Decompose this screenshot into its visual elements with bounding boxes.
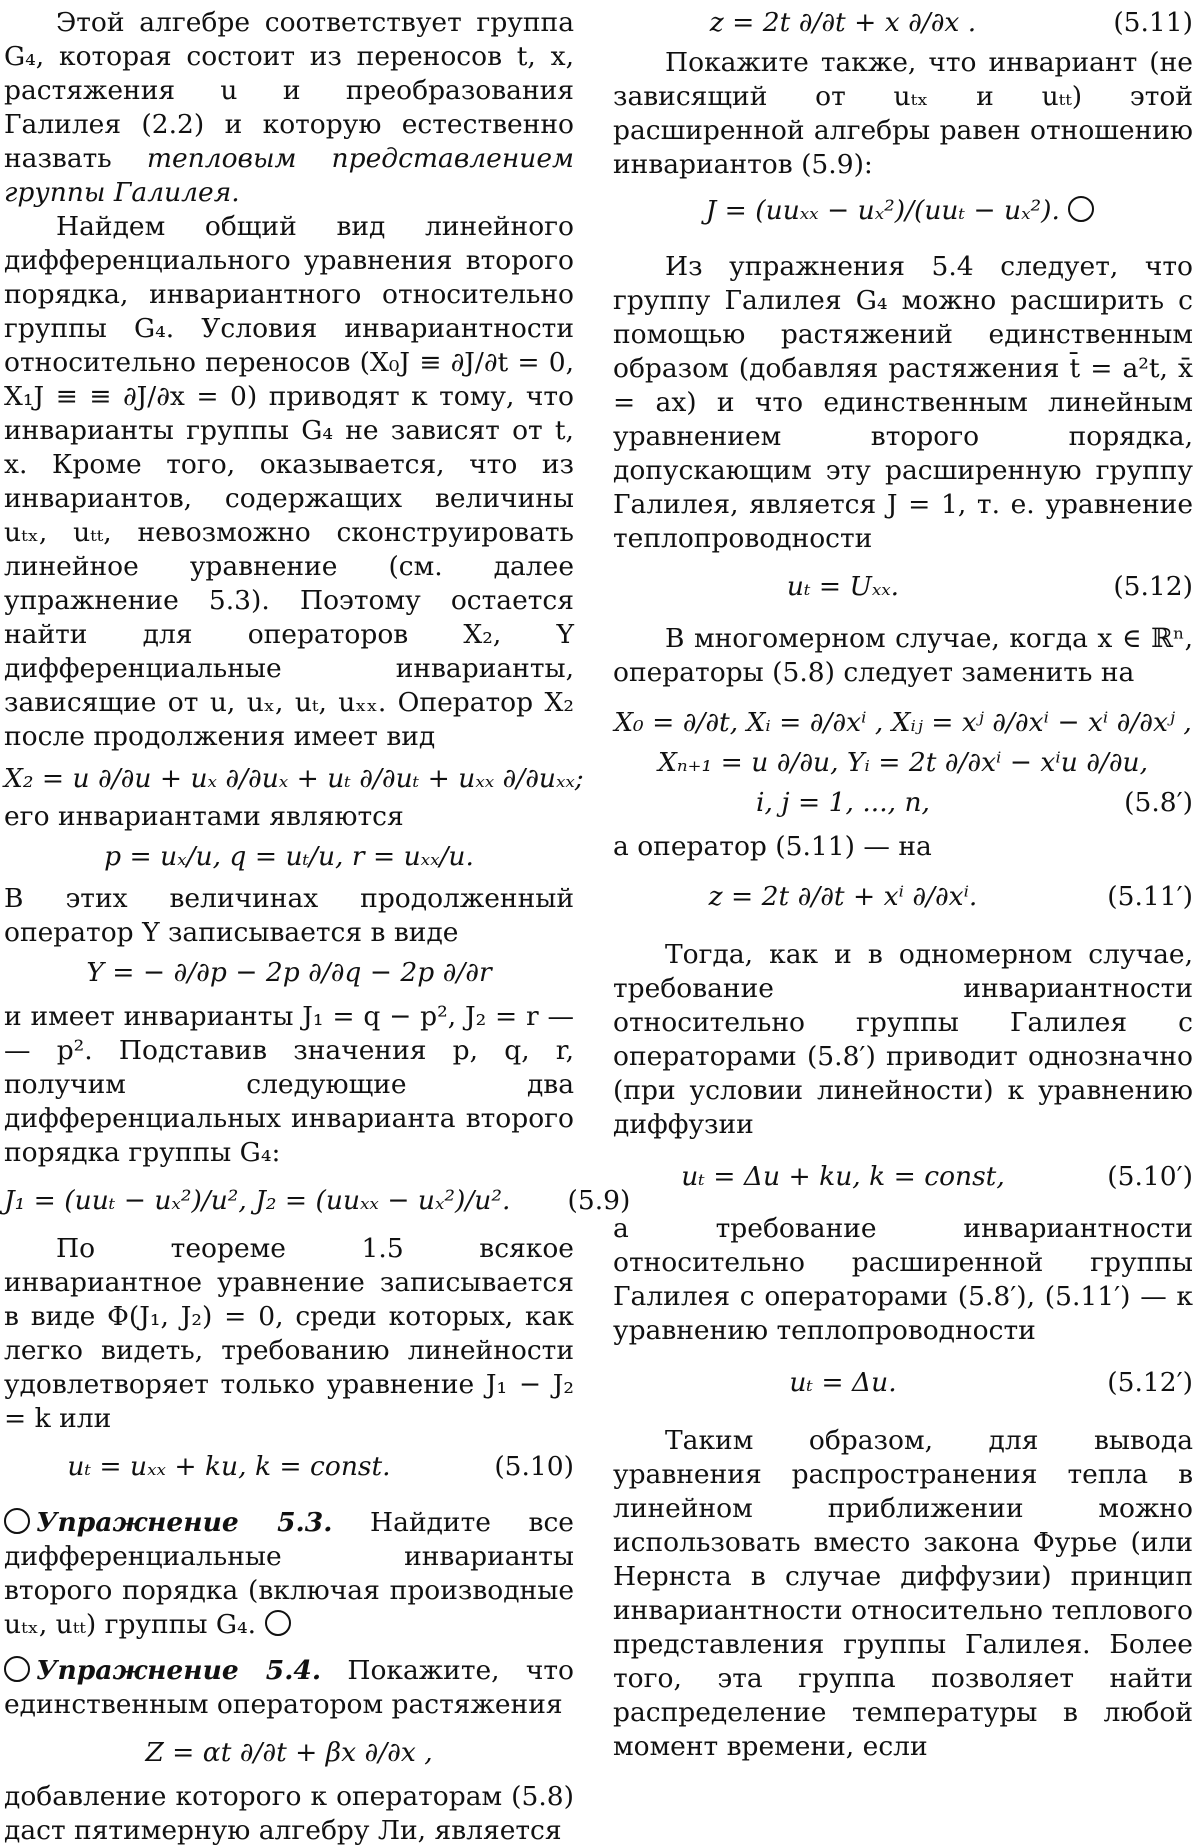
equation-number: (5.11′) [1107,881,1193,912]
equation-58p-line2: Xₙ₊₁ = u ∂/∂u, Yᵢ = 2t ∂/∂xⁱ − xⁱu ∂/∂u, [657,747,1149,778]
paragraph: Из упражнения 5.4 следует, что группу Галилея G₄ можно расширить с помощью растяжений единственным образом (добавляя растяжения t̄ = a²t, x̄ = ax) и что единственным линейным уравнением второго порядка, допускающим эту расширенную группу Галилея, является J = 1, т. е. уравнение теплопроводности [613,251,1193,554]
equation-number: (5.11) [1113,7,1193,38]
equation-511p: z = 2t ∂/∂t + xⁱ ∂/∂xⁱ. (5.11′) [708,881,1193,912]
paragraph: Таким образом, для вывода уравнения распространения тепла в линейном приближении можно использовать вместо закона Фурье (или Нернста в случае диффузии) принцип инвариантности относительно теплового представления группы Галилея. Более того, эта группа позволяет найти распределение температуры в любой момент времени, если [613,1425,1193,1762]
paragraph: Найдем общий вид линейного дифференциального уравнения второго порядка, инвариантного относительно группы G₄. Условия инвариантности относительно переносов (X₀J ≡ ∂J/∂t = 0, X₁J ≡ ≡ ∂J/∂x = 0) приводят к тому, что инварианты группы G₄ не зависят от t, x. Кроме того, оказывается, что из инвариантов, содержащих величины uₜₓ, uₜₜ, невозможно сконструировать линейное уравнение (см. далее упражнение 5.3). Поэтому остается найти для операторов X₂, Y дифференциальные инварианты, зависящие от u, uₓ, uₜ, uₓₓ. Оператор X₂ после продолжения имеет вид [4,211,574,752]
equation-number: (5.12) [1113,571,1193,602]
equation-number: (5.10) [494,1451,574,1482]
equation-510p: uₜ = Δu + ku, k = const, (5.10′) [681,1161,1193,1192]
paragraph: его инвариантами являются [4,801,404,832]
exercise-53: Упражнение 5.3. Найдите все дифференциальные инварианты второго порядка (включая производные uₜₓ, uₜₜ) группы G₄. [4,1507,574,1640]
equation-number: (5.12′) [1107,1367,1193,1398]
equation-number: (5.8′) [1124,787,1193,818]
circle-icon [1068,196,1094,222]
paragraph: По теореме 1.5 всякое инвариантное уравнение записывается в виде Φ(J₁, J₂) = 0, среди которых, как легко видеть, требованию линейности удовлетворяет только уравнение J₁ − J₂ = k или [4,1233,574,1434]
paragraph: Этой алгебре соответствует группа G₄, которая состоит из переносов t, x, растяжения u и преобразования Галилея (2.2) и которую естественно назвать тепловым представлением группы Галилея. [4,7,574,208]
equation-58p-line3: i, j = 1, ..., n, (5.8′) [756,787,1193,818]
equation-510: uₜ = uₓₓ + ku, k = const. (5.10) [67,1451,574,1482]
paragraph: а требование инвариантности относительно расширенной группы Галилея с операторами (5.8′), (5.11′) — к уравнению теплопроводности [613,1213,1193,1346]
equation-58p-line1: X₀ = ∂/∂t, Xᵢ = ∂/∂xⁱ , Xᵢⱼ = xʲ ∂/∂xⁱ − xⁱ ∂/∂xʲ , [614,707,1192,738]
equation-511: z = 2t ∂/∂t + x ∂/∂x . (5.11) [709,7,1193,38]
equation-512: uₜ = Uₓₓ. (5.12) [786,571,1193,602]
circle-icon [4,1508,30,1534]
equation-y: Y = − ∂/∂p − 2p ∂/∂q − 2p ∂/∂r [86,957,492,988]
paragraph: добавление которого к операторам (5.8) даст пятимерную алгебру Ли, является [4,1781,574,1846]
equation-number: (5.9) [567,1185,631,1216]
right-column [613,6,1193,1764]
equation-x2: X₂ = u ∂/∂u + uₓ ∂/∂uₓ + uₜ ∂/∂uₜ + uₓₓ ∂/∂uₓₓ; [4,763,584,794]
equation-59: J₁ = (uuₜ − uₓ²)/u², J₂ = (uuₓₓ − uₓ²)/u². (5.9) [4,1185,631,1216]
italic-term: тепловым представлением группы Галилея. [4,143,574,208]
paragraph: Покажите также, что инвариант (не зависящий от uₜₓ и uₜₜ) этой расширенной алгебры равен отношению инвариантов (5.9): [613,47,1193,180]
paragraph: Тогда, как и в одномерном случае, требование инвариантности относительно группы Галилея с операторами (5.8′) приводит однозначно (при условии линейности) к уравнению диффузии [613,939,1193,1140]
circle-icon [4,1656,30,1682]
exercise-54: Упражнение 5.4. Покажите, что единственным оператором растяжения [4,1655,574,1720]
equation-512p: uₜ = Δu. (5.12′) [789,1367,1193,1398]
paragraph: В этих величинах продолженный оператор Y записывается в виде [4,883,574,948]
equation-number: (5.10′) [1107,1161,1193,1192]
paragraph: а оператор (5.11) — на [613,831,932,862]
paragraph: В многомерном случае, когда x ∈ ℝⁿ, операторы (5.8) следует заменить на [613,623,1193,688]
equation-z-alpha-beta: Z = αt ∂/∂t + βx ∂/∂x , [145,1737,433,1768]
circle-icon [265,1610,291,1636]
equation-J: J = (uuₓₓ − uₓ²)/(uuₜ − uₓ²). [613,194,1193,228]
paragraph: и имеет инварианты J₁ = q − p², J₂ = r — — p². Подставив значения p, q, r, получим следующие два дифференциальных инварианта второго порядка группы G₄: [4,1001,574,1168]
equation-pqr: p = uₓ/u, q = uₜ/u, r = uₓₓ/u. [104,841,474,872]
left-column [4,6,631,1848]
